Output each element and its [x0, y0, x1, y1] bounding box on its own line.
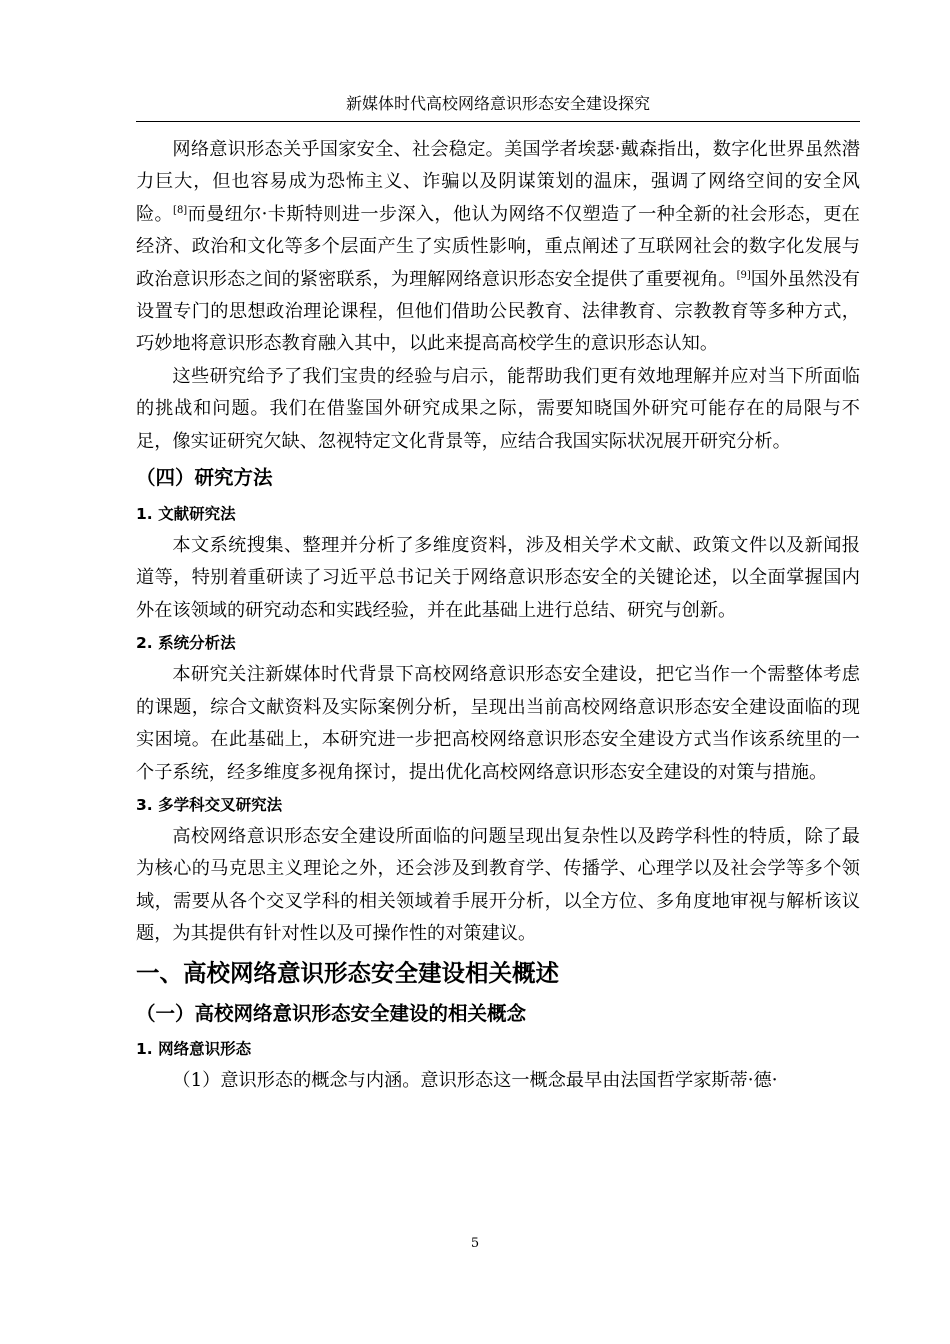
- paragraph-text: 而曼纽尔·卡斯特则进一步深入，他认为网络不仅塑造了一种全新的社会形态，更在经济、政治和文化等多个层面产生了实质性影响，重点阐述了互联网社会的数字化发展与政治意识形态之间的紧密联系，为理解网络意识形态安全提供了重要视角。: [136, 203, 860, 290]
- body-text: [136, 134, 860, 1097]
- heading-chapter-one: 一、高校网络意识形态安全建设相关概述: [136, 958, 559, 987]
- citation-ref: [8]: [173, 204, 188, 216]
- citation-ref: [9]: [736, 269, 751, 281]
- paragraph-system-analysis: 本研究关注新媒体时代背景下高校网络意识形态安全建设，把它当作一个需整体考虑的课题，综合文献资料及实际案例分析，呈现出当前高校网络意识形态安全建设面临的现实困境。在此基础上，本研究进一步把高校网络意识形态安全建设方式当作该系统里的一个子系统，经多维度多视角探讨，提出优化高校网络意识形态安全建设的对策与措施。: [136, 664, 860, 783]
- heading-section-concepts: （一）高校网络意识形态安全建设的相关概念: [136, 1001, 527, 1025]
- paragraph-literature-method: 本文系统搜集、整理并分析了多维度资料，涉及相关学术文献、政策文件以及新闻报道等，特别着重研读了习近平总书记关于网络意识形态安全的关键论述，以全面掌握国内外在该领域的研究动态和实践经验，并在此基础上进行总结、研究与创新。: [136, 535, 860, 621]
- paragraph-insights: 这些研究给予了我们宝贵的经验与启示，能帮助我们更有效地理解并应对当下所面临的挑战和问题。我们在借鉴国外研究成果之际，需要知晓国外研究可能存在的局限与不足，像实证研究欠缺、忽视特定文化背景等，应结合我国实际状况展开研究分析。: [136, 365, 860, 452]
- running-header: 新媒体时代高校网络意识形态安全建设探究: [136, 92, 860, 122]
- paragraph-foreign-research: [136, 134, 860, 361]
- paragraph-text: 国外虽然没有设置专门的思想政治理论课程，但他们借助公民教育、法律教育、宗教教育等多种方式，巧妙地将意识形态教育融入其中，以此来提高高校学生的意识形态认知。: [136, 268, 860, 355]
- heading-network-ideology: 1. 网络意识形态: [136, 1039, 252, 1058]
- page-number: 5: [470, 1236, 480, 1251]
- paragraph-ideology-concept: （1）意识形态的概念与内涵。意识形态这一概念最早由法国哲学家斯蒂·德·: [172, 1069, 778, 1091]
- heading-system-analysis: 2. 系统分析法: [136, 634, 236, 653]
- heading-literature-method: 1. 文献研究法: [136, 505, 236, 524]
- heading-interdisciplinary-method: 3. 多学科交叉研究法: [136, 795, 283, 814]
- paragraph-text: 网络意识形态关乎国家安全、社会稳定。美国学者埃瑟·戴森指出，数字化世界虽然潜力巨大，但也容易成为恐怖主义、诈骗以及阴谋策划的温床，强调了网络空间的安全风险。: [136, 139, 860, 225]
- heading-research-methods: （四）研究方法: [136, 466, 273, 490]
- paragraph-interdisciplinary-method: 高校网络意识形态安全建设所面临的问题呈现出复杂性以及跨学科性的特质，除了最为核心的马克思主义理论之外，还会涉及到教育学、传播学、心理学以及社会学等多个领域，需要从各个交叉学科的相关领域着手展开分析，以全方位、多角度地审视与解析该议题，为其提供有针对性以及可操作性的对策建议。: [136, 825, 860, 945]
